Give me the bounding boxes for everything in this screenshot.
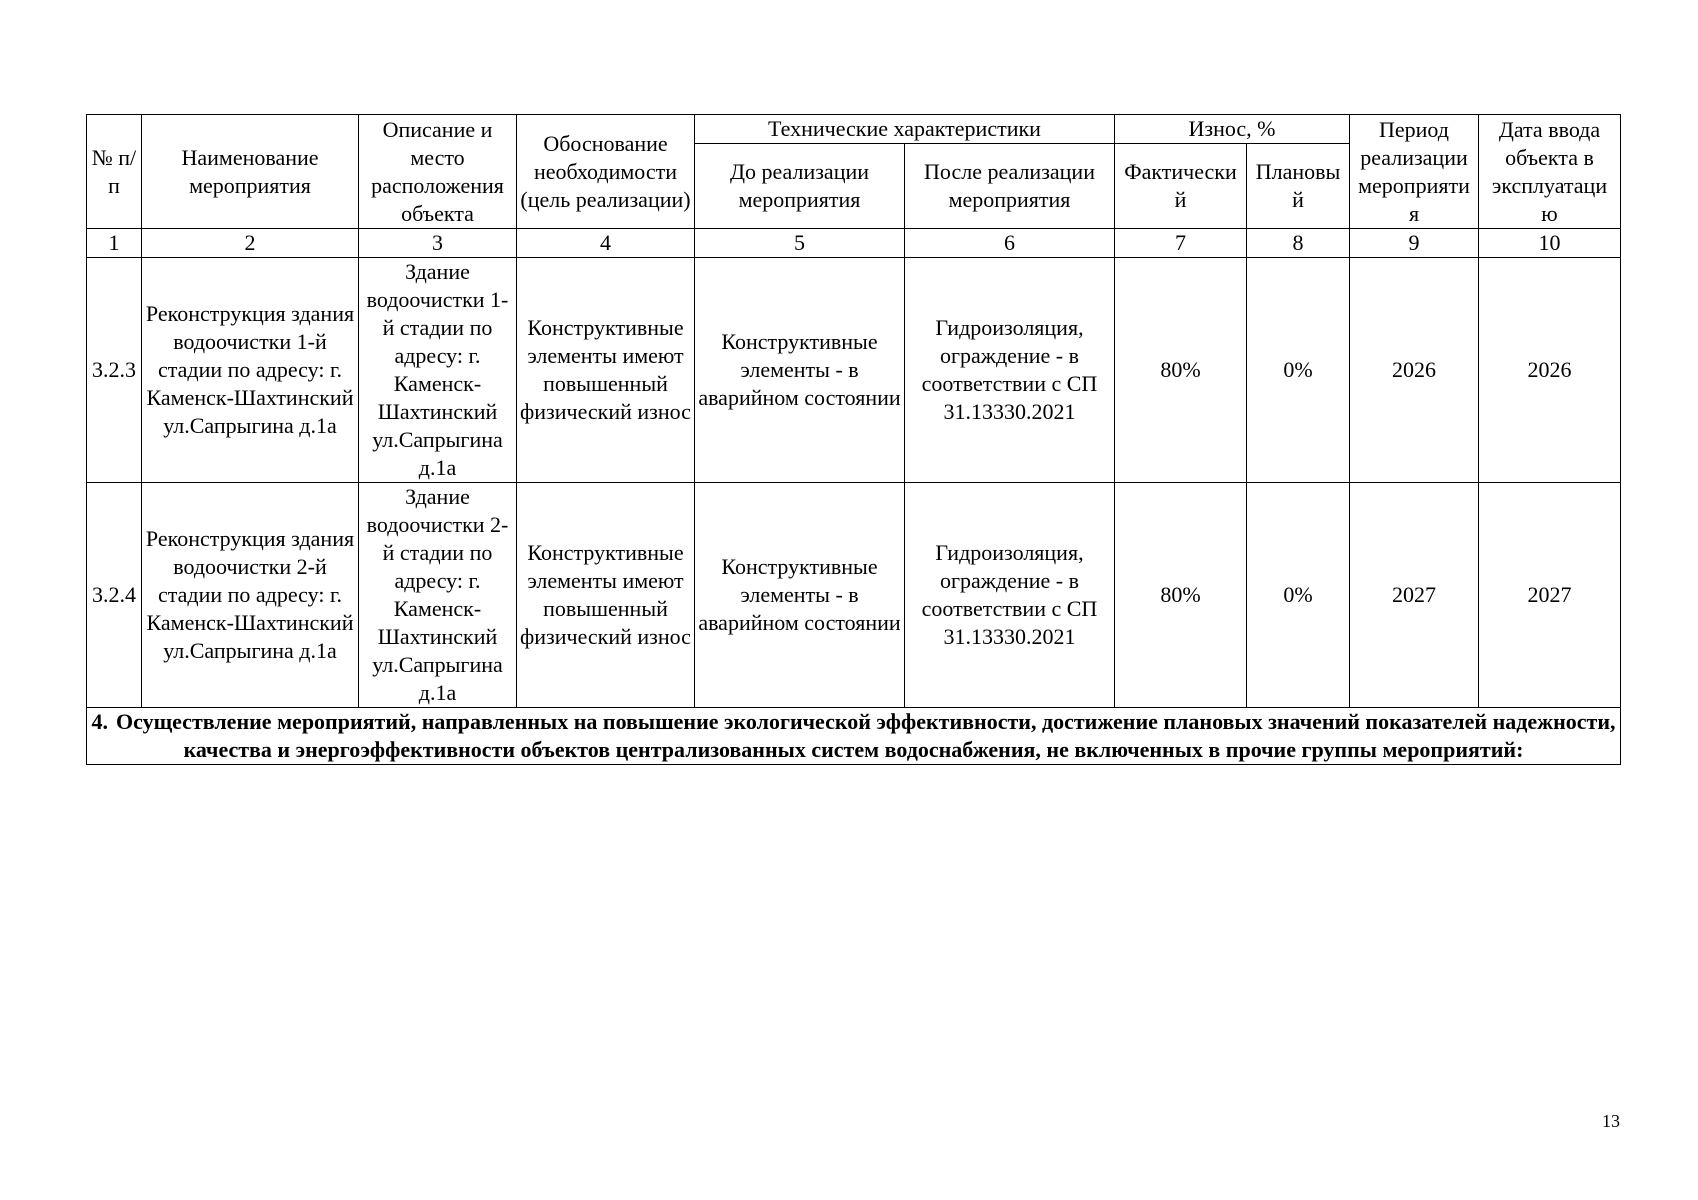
row-name: Реконструкция здания водоочистки 1-й стадии по адресу: г. Каменск-Шахтинский ул.Сапрыгина д.1а xyxy=(142,258,359,483)
row-justification: Конструктивные элементы имеют повышенный физический износ xyxy=(517,258,695,483)
column-number: 7 xyxy=(1115,229,1247,258)
column-number: 1 xyxy=(87,229,142,258)
header-description: Описание и место расположения объекта xyxy=(359,115,517,229)
row-justification: Конструктивные элементы имеют повышенный физический износ xyxy=(517,483,695,708)
header-row-1 xyxy=(87,115,1621,144)
header-justification: Обоснование необходимости (цель реализации) xyxy=(517,115,695,229)
header-wear-actual: Фактически й xyxy=(1115,144,1247,229)
row-number: 3.2.3 xyxy=(87,258,142,483)
column-number: 6 xyxy=(905,229,1115,258)
header-tech-after: После реализации мероприятия xyxy=(905,144,1115,229)
row-before: Конструктивные элементы - в аварийном состоянии xyxy=(695,258,905,483)
column-number: 3 xyxy=(359,229,517,258)
row-wear-planned: 0% xyxy=(1247,258,1350,483)
row-before: Конструктивные элементы - в аварийном состоянии xyxy=(695,483,905,708)
column-number: 4 xyxy=(517,229,695,258)
row-date: 2027 xyxy=(1479,483,1621,708)
section-row xyxy=(87,708,1621,765)
row-wear-actual: 80% xyxy=(1115,258,1247,483)
column-number: 10 xyxy=(1479,229,1621,258)
header-tech: Технические характеристики xyxy=(695,115,1115,144)
header-date: Дата ввода объекта в эксплуатаци ю xyxy=(1479,115,1621,229)
header-wear-planned: Плановы й xyxy=(1247,144,1350,229)
row-number: 3.2.4 xyxy=(87,483,142,708)
column-number: 2 xyxy=(142,229,359,258)
row-name: Реконструкция здания водоочистки 2-й стадии по адресу: г. Каменск-Шахтинский ул.Сапрыгина д.1а xyxy=(142,483,359,708)
row-description: Здание водоочистки 1-й стадии по адресу: г. Каменск-Шахтинский ул.Сапрыгина д.1а xyxy=(359,258,517,483)
row-wear-planned: 0% xyxy=(1247,483,1350,708)
row-period: 2027 xyxy=(1350,483,1479,708)
column-number-row xyxy=(87,229,1621,258)
row-description: Здание водоочистки 2-й стадии по адресу: г. Каменск-Шахтинский ул.Сапрыгина д.1а xyxy=(359,483,517,708)
section-heading xyxy=(87,708,1621,765)
table-row xyxy=(87,483,1621,708)
measures-table xyxy=(86,114,1621,765)
column-number: 5 xyxy=(695,229,905,258)
row-date: 2026 xyxy=(1479,258,1621,483)
header-period: Период реализации мероприяти я xyxy=(1350,115,1479,229)
row-period: 2026 xyxy=(1350,258,1479,483)
header-name: Наименование мероприятия xyxy=(142,115,359,229)
row-after: Гидроизоляция, ограждение - в соответствии с СП 31.13330.2021 xyxy=(905,483,1115,708)
header-num: № п/п xyxy=(87,115,142,229)
column-number: 9 xyxy=(1350,229,1479,258)
row-wear-actual: 80% xyxy=(1115,483,1247,708)
section-title: Осуществление мероприятий, направленных на повышение экологической эффективности, достижение плановых значений показателей надежности, качества и энергоэффективности объектов централизованных систем водоснабжения, не включенных в прочие группы мероприятий: xyxy=(115,709,1616,762)
section-number: 4. xyxy=(91,709,108,734)
page-number: 13 xyxy=(1602,1111,1620,1131)
table-row xyxy=(87,258,1621,483)
header-wear: Износ, % xyxy=(1115,115,1350,144)
row-after: Гидроизоляция, ограждение - в соответствии с СП 31.13330.2021 xyxy=(905,258,1115,483)
header-tech-before: До реализации мероприятия xyxy=(695,144,905,229)
column-number: 8 xyxy=(1247,229,1350,258)
